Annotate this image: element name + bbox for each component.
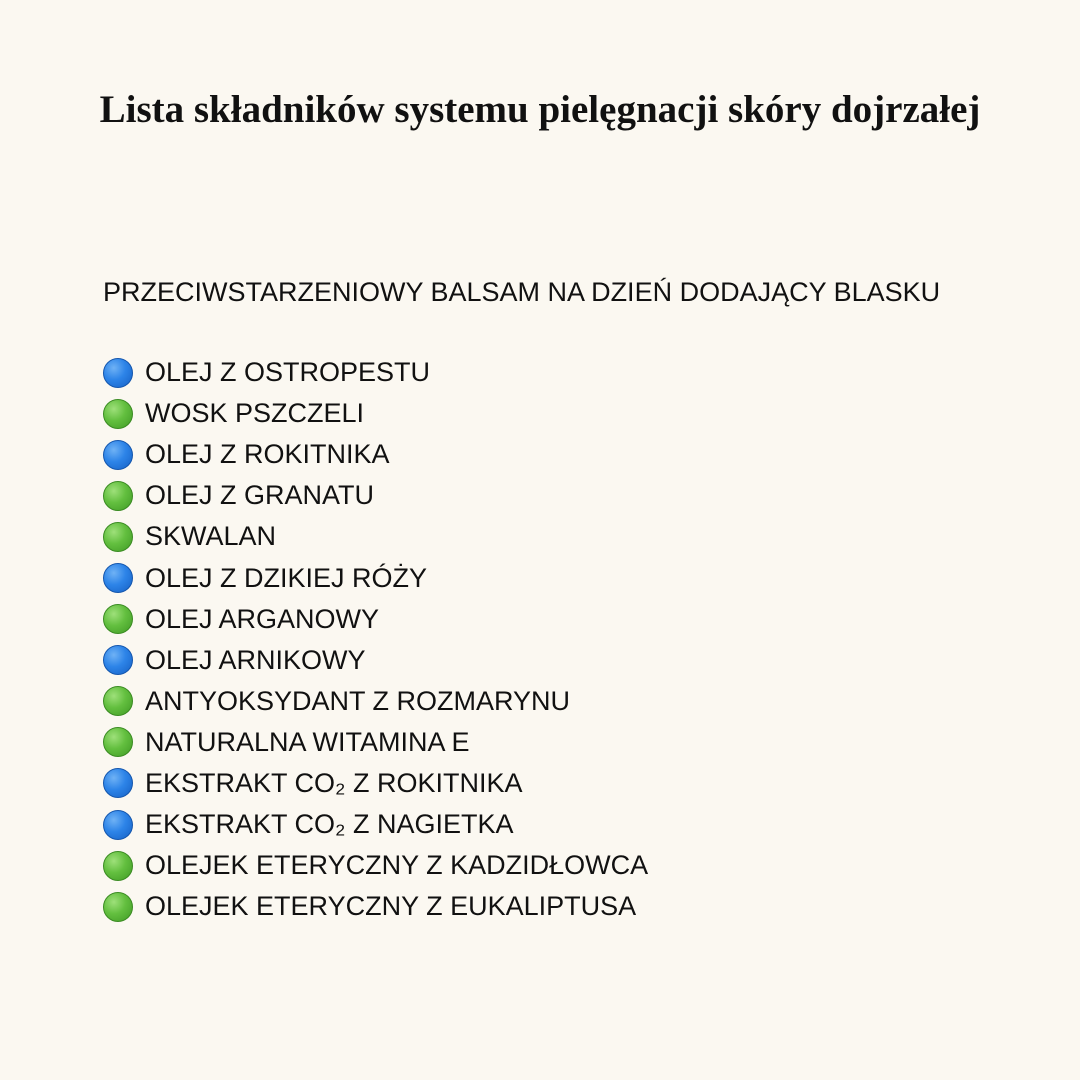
list-item bbox=[103, 434, 648, 475]
ingredient-label: EKSTRAKT CO₂ Z NAGIETKA bbox=[145, 809, 514, 840]
list-item bbox=[103, 722, 648, 763]
list-item bbox=[103, 352, 648, 393]
list-item bbox=[103, 640, 648, 681]
blue-circle-icon bbox=[103, 358, 133, 388]
ingredient-label: ANTYOKSYDANT Z ROZMARYNU bbox=[145, 685, 571, 716]
ingredient-label: WOSK PSZCZELI bbox=[145, 398, 365, 429]
ingredient-label: OLEJ Z DZIKIEJ RÓŻY bbox=[145, 562, 428, 593]
ingredient-label: EKSTRAKT CO₂ Z ROKITNIKA bbox=[145, 767, 523, 798]
ingredient-label: OLEJ Z OSTROPESTU bbox=[145, 357, 431, 388]
ingredient-label: OLEJ ARNIKOWY bbox=[145, 644, 366, 675]
ingredient-label: NATURALNA WITAMINA E bbox=[145, 726, 470, 757]
green-circle-icon bbox=[103, 727, 133, 757]
green-circle-icon bbox=[103, 522, 133, 552]
green-circle-icon bbox=[103, 851, 133, 881]
ingredient-label: OLEJ ARGANOWY bbox=[145, 603, 380, 634]
ingredient-label: OLEJ Z ROKITNIKA bbox=[145, 439, 390, 470]
list-item bbox=[103, 516, 648, 557]
list-item bbox=[103, 393, 648, 434]
list-item bbox=[103, 681, 648, 722]
product-name: PRZECIWSTARZENIOWY BALSAM NA DZIEŃ DODAJĄCY BLASKU bbox=[103, 277, 941, 307]
blue-circle-icon bbox=[103, 440, 133, 470]
list-item bbox=[103, 804, 648, 845]
blue-circle-icon bbox=[103, 810, 133, 840]
green-circle-icon bbox=[103, 604, 133, 634]
ingredient-label: OLEJ Z GRANATU bbox=[145, 480, 375, 511]
list-item bbox=[103, 845, 648, 886]
page-title: Lista składników systemu pielęgnacji skóry dojrzałej bbox=[99, 88, 981, 131]
green-circle-icon bbox=[103, 399, 133, 429]
list-item bbox=[103, 886, 648, 927]
ingredient-list bbox=[103, 352, 648, 927]
green-circle-icon bbox=[103, 686, 133, 716]
blue-circle-icon bbox=[103, 768, 133, 798]
list-item bbox=[103, 599, 648, 640]
green-circle-icon bbox=[103, 892, 133, 922]
list-item bbox=[103, 475, 648, 516]
ingredient-label: SKWALAN bbox=[145, 521, 277, 552]
blue-circle-icon bbox=[103, 645, 133, 675]
green-circle-icon bbox=[103, 481, 133, 511]
ingredient-label: OLEJEK ETERYCZNY Z KADZIDŁOWCA bbox=[145, 850, 649, 881]
list-item bbox=[103, 763, 648, 804]
list-item bbox=[103, 557, 648, 598]
blue-circle-icon bbox=[103, 563, 133, 593]
ingredient-label: OLEJEK ETERYCZNY Z EUKALIPTUSA bbox=[145, 891, 637, 922]
